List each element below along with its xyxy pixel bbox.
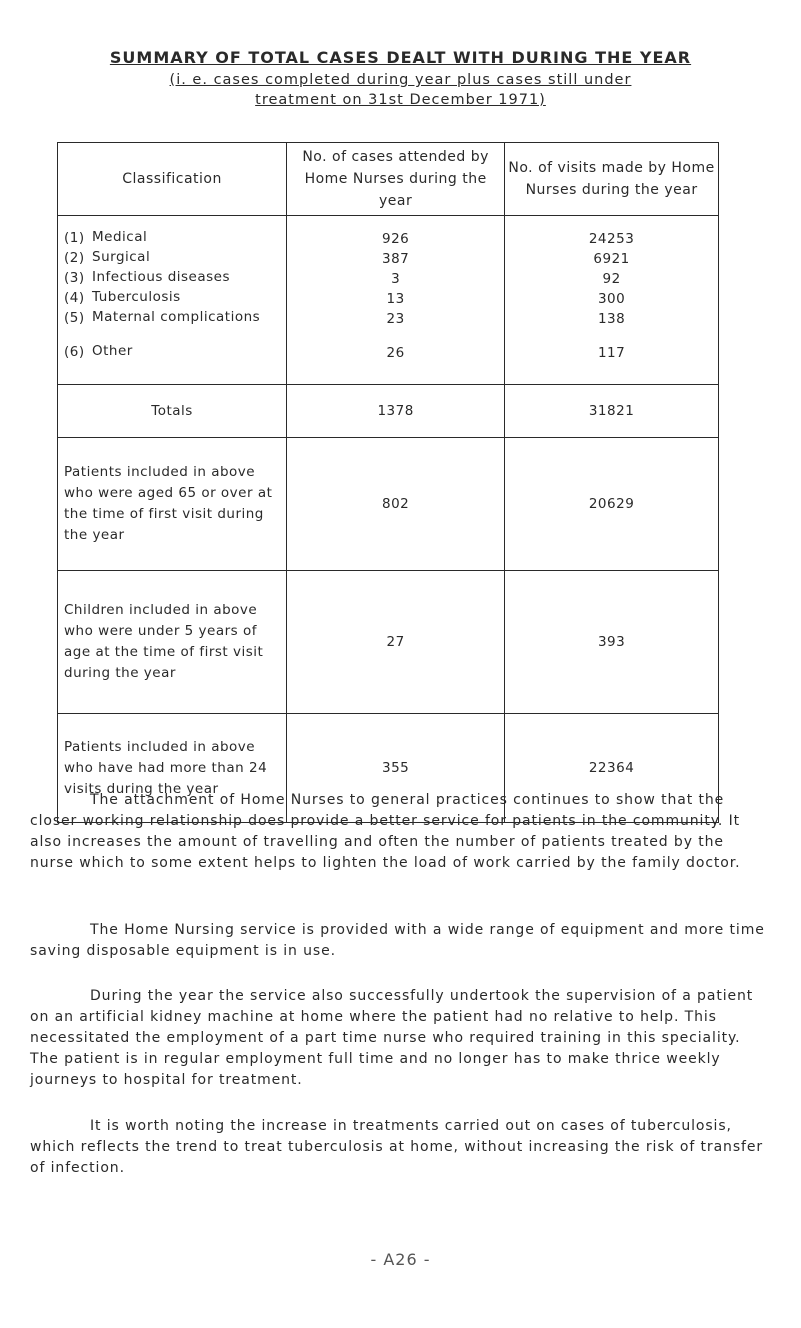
cases-value: 387	[381, 251, 410, 267]
paragraph-kidney-machine: During the year the service also successfully undertook the supervision of a patient on an artificial kidney machine at home where the patient had no relative to help. This necessitated the employment of a part time nurse who required training in this speciality. The patient is in regular employment full time and no longer has to make thrice weekly journeys to hospital for treatment.	[30, 988, 754, 1088]
over-24-visits-label: Patients included in above who have had more than 24 visits during the year	[58, 714, 287, 823]
totals-label: Totals	[58, 385, 287, 438]
subtitle-line-1: (i. e. cases completed during year plus cases still under	[169, 72, 632, 88]
category-row	[58, 216, 719, 385]
category-item	[64, 308, 286, 342]
cases-value: 13	[386, 291, 405, 307]
children-visits: 393	[505, 571, 719, 714]
category-label: Infectious diseases	[92, 269, 231, 285]
aged-65-visits: 20629	[505, 438, 719, 571]
aged-65-row	[58, 438, 719, 571]
table-header-row	[58, 143, 719, 216]
category-visits	[505, 216, 719, 385]
paragraph-equipment: The Home Nursing service is provided with a wide range of equipment and more time saving disposable equipment is in use.	[30, 922, 765, 959]
category-item	[64, 342, 286, 362]
page-number: - A26 -	[370, 1250, 431, 1269]
category-number: (6)	[64, 344, 85, 360]
visits-value: 138	[597, 311, 626, 327]
summary-table	[57, 142, 719, 823]
children-cases: 27	[287, 571, 505, 714]
cases-value: 926	[381, 231, 410, 247]
category-item	[64, 248, 286, 268]
category-label: Maternal complications	[92, 309, 261, 325]
header-cases: No. of cases attended by Home Nurses during the year	[287, 143, 505, 216]
visits-value: 92	[602, 271, 621, 287]
visits-value: 24253	[588, 231, 635, 247]
visits-value: 117	[597, 345, 626, 361]
category-cases	[287, 216, 505, 385]
paragraph-attachment: The attachment of Home Nurses to general practices continues to show that the closer working relationship does provide a better service for patients in the community. It also increases the amount of travelling and often the number of patients treated by the nurse which to some extent helps to lighten the load of work carried by the family doctor.	[30, 792, 741, 871]
subtitle-line-2: treatment on 31st December 1971)	[255, 92, 546, 108]
visits-value: 6921	[593, 251, 630, 267]
category-list	[58, 216, 287, 385]
header-visits: No. of visits made by Home Nurses during the year	[505, 143, 719, 216]
category-item	[64, 288, 286, 308]
category-number: (1)	[64, 230, 85, 246]
category-label: Tuberculosis	[92, 289, 181, 305]
children-label: Children included in above who were under 5 years of age at the time of first visit during the year	[58, 571, 287, 714]
totals-cases: 1378	[287, 385, 505, 438]
category-number: (5)	[64, 310, 85, 326]
cases-value: 23	[386, 311, 405, 327]
category-item	[64, 268, 286, 288]
totals-visits: 31821	[505, 385, 719, 438]
cases-value: 26	[386, 345, 405, 361]
cases-value: 3	[391, 271, 401, 287]
category-number: (4)	[64, 290, 85, 306]
paragraph-tuberculosis: It is worth noting the increase in treatments carried out on cases of tuberculosis, which reflects the trend to treat tuberculosis at home, without increasing the risk of transfer of infection.	[30, 1118, 764, 1176]
header-classification: Classification	[58, 143, 287, 216]
visits-value: 300	[597, 291, 626, 307]
totals-row	[58, 385, 719, 438]
category-number: (3)	[64, 270, 85, 286]
category-label: Medical	[92, 229, 148, 245]
aged-65-label: Patients included in above who were aged 65 or over at the time of first visit during the year	[58, 438, 287, 571]
over-24-visits-cases: 355	[287, 714, 505, 823]
category-label: Other	[92, 343, 133, 359]
category-item	[64, 228, 286, 248]
category-number: (2)	[64, 250, 85, 266]
over-24-visits-visits: 22364	[505, 714, 719, 823]
children-row	[58, 571, 719, 714]
aged-65-cases: 802	[287, 438, 505, 571]
category-label: Surgical	[92, 249, 151, 265]
page-title: SUMMARY OF TOTAL CASES DEALT WITH DURING THE YEAR	[109, 48, 692, 67]
